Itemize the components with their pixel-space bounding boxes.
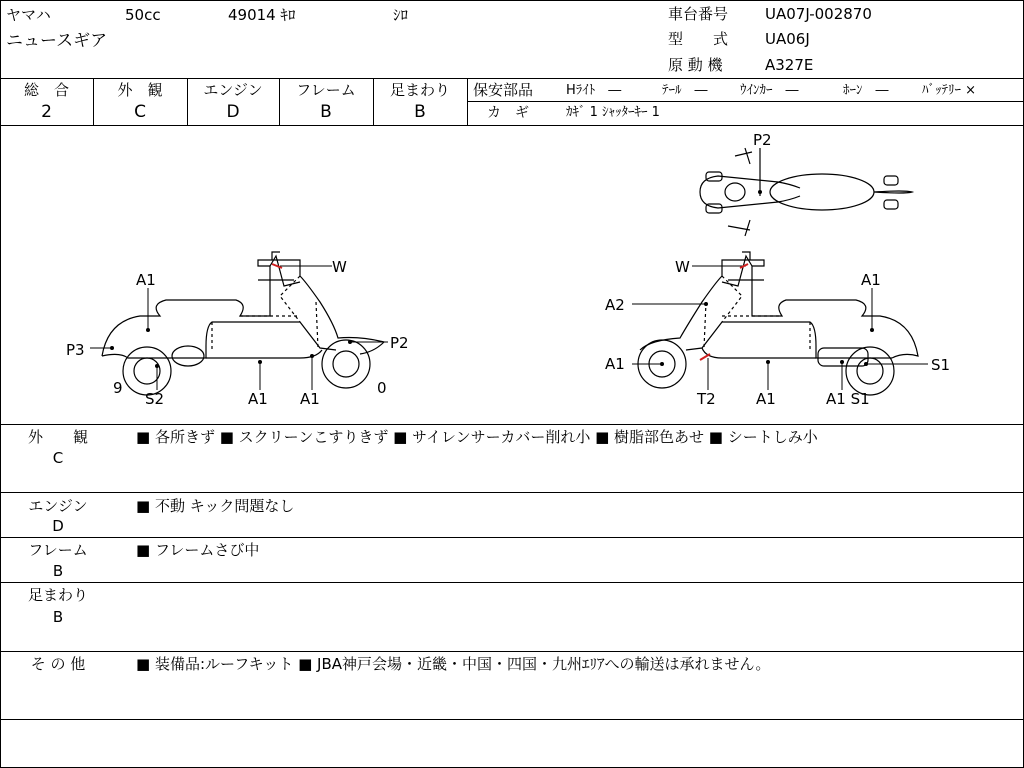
note-grade: B [52,562,64,580]
type-value: UA06J [765,30,810,48]
exterior-grade: C [134,102,146,122]
diagram-label-right-a1-top: A1 [861,271,881,289]
diagram-label-right-w: W [675,258,690,276]
frame-no: UA07J-002870 [765,5,872,23]
note-grade: C [52,449,64,467]
note-label: そ の 他 [30,655,86,673]
model-name: ニュースギア [6,31,108,51]
note-grade: B [52,608,64,626]
safety-winker: ｳｲﾝｶｰ ― [740,83,799,98]
exterior-label: 外 観 [117,81,163,99]
diagram-label-left-0: 0 [377,379,387,397]
suspension-label: 足まわり [389,81,450,99]
notes-divider [0,582,1023,583]
grade-divider [467,78,468,125]
diagram-label-right-s1: S1 [931,356,951,374]
key-label: カ ギ [487,105,529,121]
diagram-label-left-w: W [332,258,347,276]
color: ｼﾛ [393,6,409,24]
diagram-label-left-a1-right: A1 [300,390,320,408]
diagram-label-right-t2: T2 [697,390,716,408]
diagram-label-right-a1-s1: A1 S1 [826,390,870,408]
diagram-label-left-p3: P3 [66,341,85,359]
diagram-label-right-a1-left: A1 [605,355,625,373]
key-value: ｶｷﾞ 1 ｼｬｯﾀｰｷｰ 1 [566,105,660,120]
displacement: 50cc [125,6,161,24]
safety-divider [467,101,1023,102]
note-label: 外 観 [27,428,88,446]
notes-divider [0,651,1023,652]
overall-label: 総 合 [23,81,69,99]
engine-type-label: 原 動 機 [668,56,723,74]
frame-no-label: 車台番号 [668,5,729,23]
diagram-label-right-a2: A2 [605,296,625,314]
notes-top-border [0,424,1023,425]
note-grade: D [52,517,64,535]
note-text: ■ 各所きず ■ スクリーンこすりきず ■ サイレンサーカバー削れ小 ■ 樹脂部色あせ ■ シートしみ小 [136,428,818,446]
diagram-label-left-p2: P2 [390,334,409,352]
engine-grade: D [226,102,240,122]
scooter-top-view [700,148,912,236]
note-text: ■ 装備品:ルーフキット ■ JBA神戸会場・近畿・中国・四国・九州ｴﾘｱへの輸送は承れません。 [136,655,771,673]
safety-label: 保安部品 [473,81,534,99]
frame-label: フレーム [296,81,356,99]
frame-grade: B [320,102,332,122]
mileage: 49014 ｷﾛ [228,6,296,24]
suspension-grade: B [414,102,426,122]
diagram-label-left-a1-mid: A1 [248,390,268,408]
type-label: 型 式 [668,30,729,48]
note-text: ■ フレームさび中 [136,541,260,559]
note-label: 足まわり [27,586,88,604]
note-text: ■ 不動 キック問題なし [136,497,295,515]
safety-tail: ﾃｰﾙ ― [662,83,708,98]
overall-grade: 2 [41,102,52,122]
grade-top-border [0,78,1023,79]
maker: ヤマハ [6,6,51,24]
safety-horn: ﾎｰﾝ ― [843,83,889,98]
notes-divider [0,537,1023,538]
safety-battery: ﾊﾞｯﾃﾘｰ × [922,83,977,98]
diagram-label-left-a1-top: A1 [136,271,156,289]
note-label: エンジン [28,497,88,515]
diagram-label-right-a1-mid: A1 [756,390,776,408]
safety-headlight: Hﾗｲﾄ ― [566,83,622,98]
note-label: フレーム [28,541,88,559]
diagram-label-left-s2: S2 [145,390,165,408]
notes-divider [0,492,1023,493]
engine-label: エンジン [203,81,263,99]
notes-bottom-border [0,719,1023,720]
diagram-label-left-9: 9 [113,379,123,397]
engine-type-value: A327E [765,56,814,74]
diagram-label-top-p2: P2 [753,131,772,149]
